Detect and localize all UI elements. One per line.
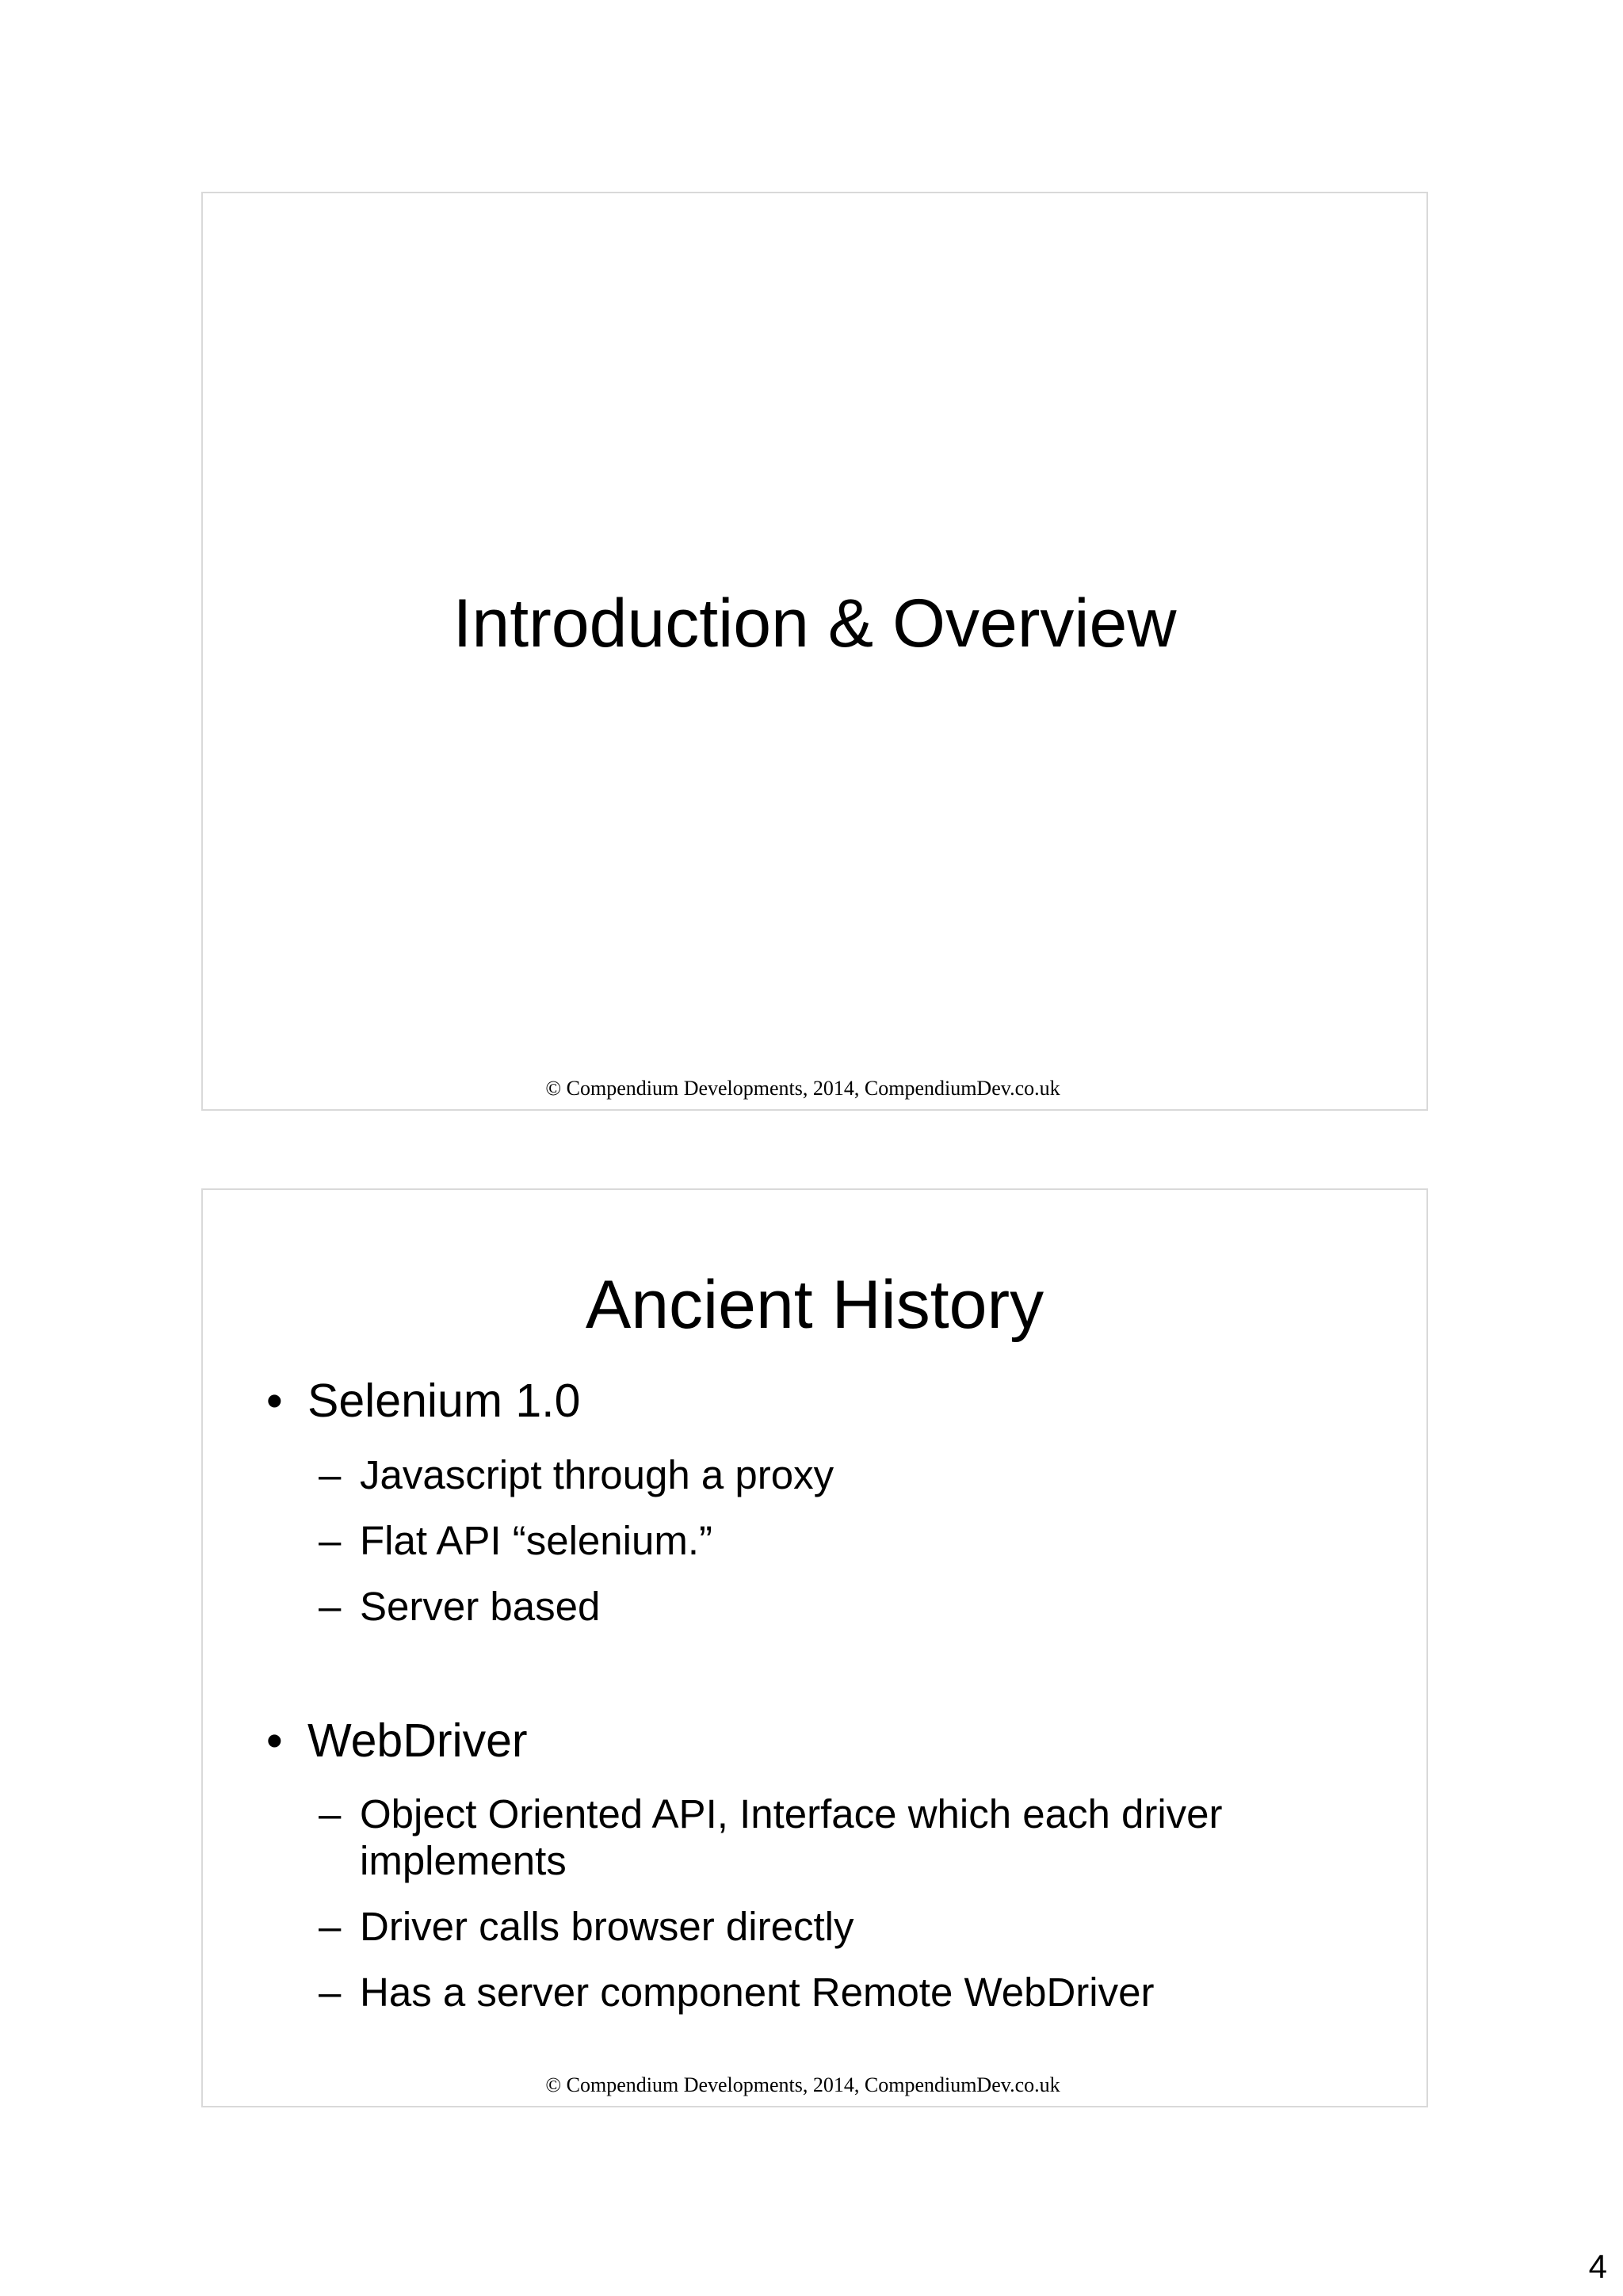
slide-introduction-overview bbox=[201, 192, 1428, 1111]
slide-footer bbox=[203, 2075, 1426, 2096]
sub-bullet-text: Has a server component Remote WebDriver bbox=[360, 1970, 1155, 2015]
sub-bullet-item bbox=[319, 1791, 1349, 1884]
sub-bullet-text: Javascript through a proxy bbox=[360, 1452, 834, 1497]
sub-bullet-item bbox=[319, 1969, 1349, 2016]
sub-bullet-text: Flat API “selenium.” bbox=[360, 1518, 712, 1563]
sub-bullet-marker: – bbox=[319, 1518, 342, 1563]
sub-bullet-text: Server based bbox=[360, 1584, 601, 1629]
sub-bullet-marker: – bbox=[319, 1584, 342, 1629]
bullet-marker: • bbox=[266, 1714, 283, 1767]
sub-bullet-item bbox=[319, 1451, 1349, 1498]
sub-bullet-marker: – bbox=[319, 1452, 342, 1497]
bullet-text: Selenium 1.0 bbox=[307, 1375, 581, 1427]
bullet-marker: • bbox=[266, 1375, 283, 1427]
bullet-text: WebDriver bbox=[307, 1714, 528, 1767]
sub-bullet-item bbox=[319, 1517, 1349, 1564]
sub-bullet-marker: – bbox=[319, 1970, 342, 2015]
slide-title: Introduction & Overview bbox=[453, 585, 1177, 662]
page-number: 4 bbox=[1588, 2248, 1607, 2285]
sub-bullet-text: Driver calls browser directly bbox=[360, 1904, 854, 1949]
slide-title: Ancient History bbox=[585, 1267, 1044, 1343]
copyright-text: © Compendium Developments, 2014, CompendiumDev.co.uk bbox=[545, 2073, 1060, 2096]
sub-bullet-text: Object Oriented API, Interface which each driver implements bbox=[360, 1791, 1223, 1883]
sub-bullet-item bbox=[319, 1583, 1349, 1630]
copyright-text: © Compendium Developments, 2014, CompendiumDev.co.uk bbox=[545, 1077, 1060, 1100]
sub-bullet-marker: – bbox=[319, 1791, 342, 1836]
slide-ancient-history bbox=[201, 1188, 1428, 2107]
sub-bullet-marker: – bbox=[319, 1904, 342, 1949]
slide-footer bbox=[203, 1078, 1426, 1099]
sub-bullet-item bbox=[319, 1903, 1349, 1950]
